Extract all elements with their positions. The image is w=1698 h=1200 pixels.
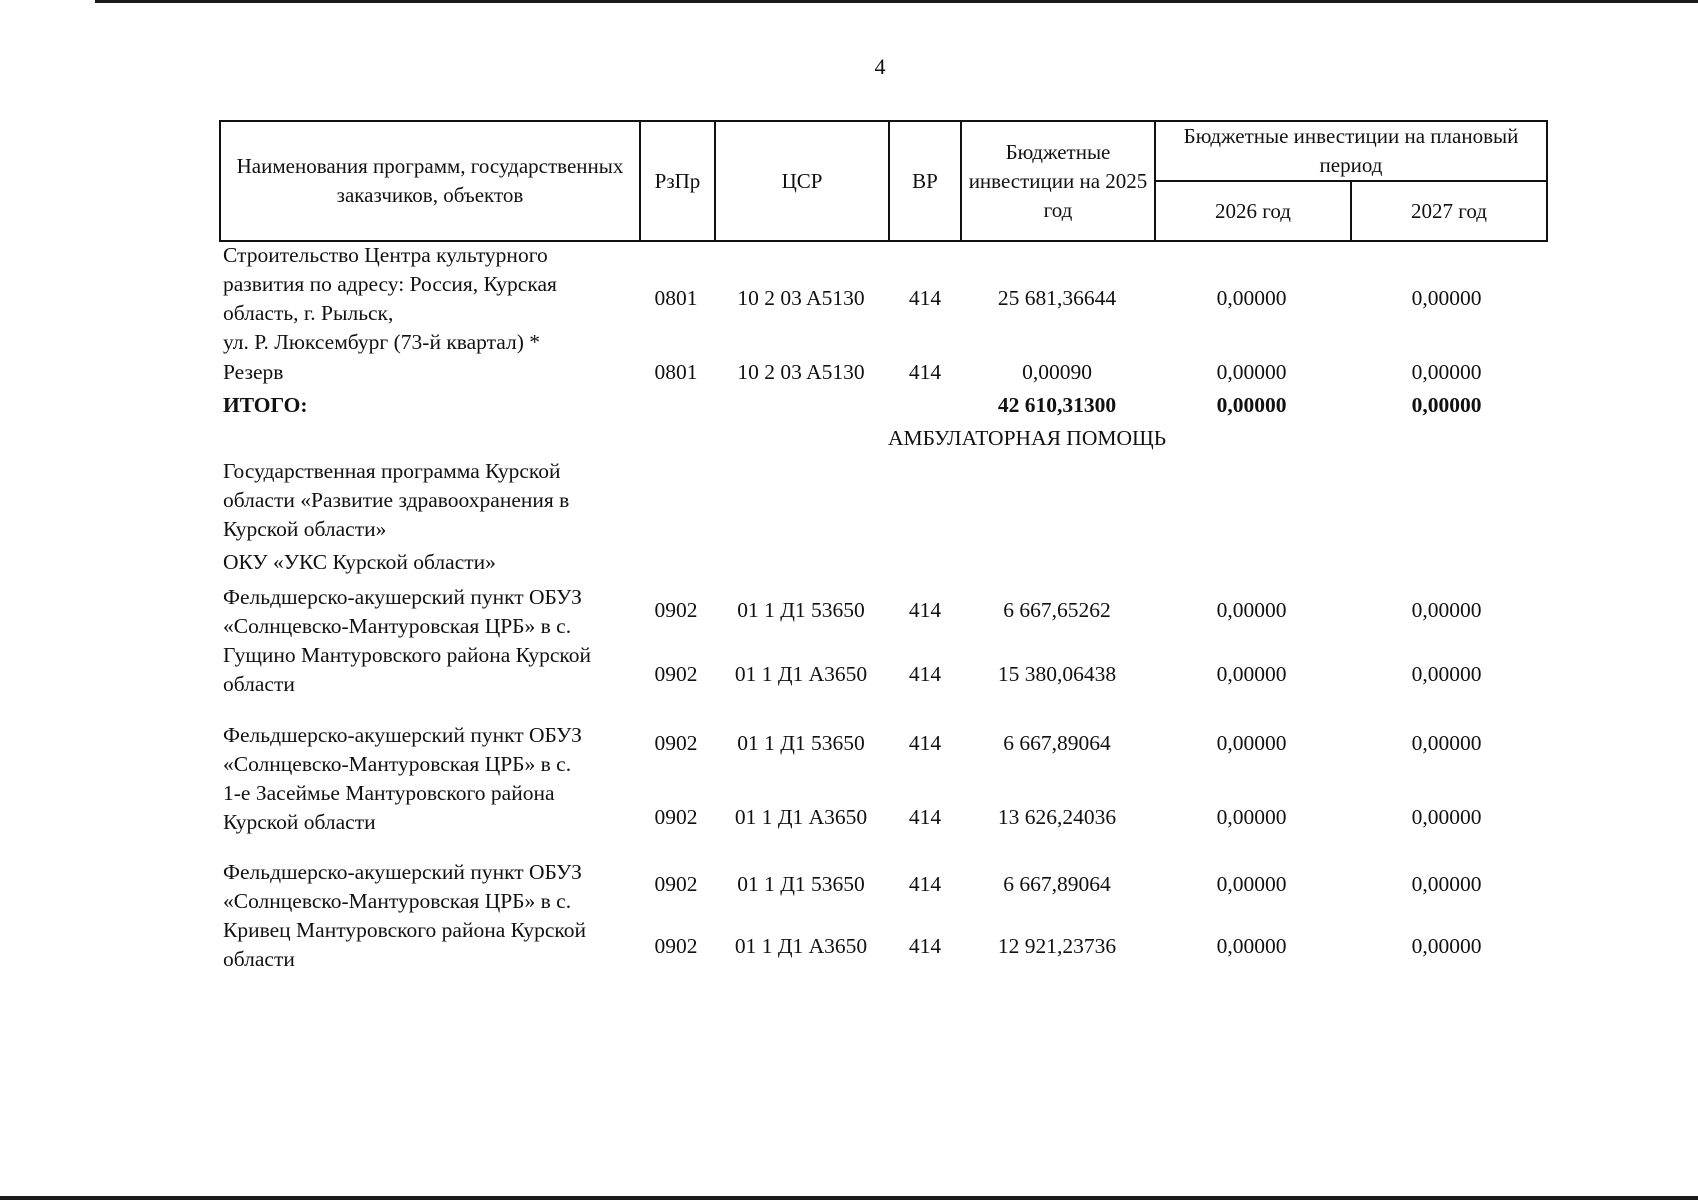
header-csr: ЦСР — [715, 121, 889, 241]
cell-2027: 0,00000 — [1411, 731, 1482, 755]
row-name-line: Гущино Мантуровского района Курской — [223, 643, 592, 667]
row-name-line: область, г. Рыльск, — [223, 301, 394, 325]
cell-2025: 6 667,89064 — [1003, 731, 1111, 755]
cell-vr: 414 — [908, 598, 942, 622]
row-name-line: области — [223, 947, 295, 971]
row-name-line: Кривец Мантуровского района Курской — [223, 918, 587, 942]
cell-2026: 0,00000 — [1216, 393, 1287, 417]
cell-2025: 0,00090 — [1022, 360, 1092, 384]
cell-rzpr: 0902 — [654, 934, 698, 958]
cell-vr: 414 — [908, 662, 942, 686]
header-vr: ВР — [889, 121, 961, 241]
cell-rzpr: 0801 — [654, 360, 698, 384]
row-name-line: Фельдшерско-акушерский пункт ОБУЗ — [223, 723, 582, 747]
row-name-line: 1-е Засеймье Мантуровского района — [223, 781, 555, 805]
cell-2027: 0,00000 — [1411, 598, 1482, 622]
cell-vr: 414 — [908, 872, 942, 896]
header-investments-2025: Бюджетные инвестиции на 2025 год — [961, 121, 1155, 241]
cell-vr: 414 — [908, 805, 942, 829]
cell-csr: 01 1 Д1 53650 — [737, 872, 865, 896]
program-line: Государственная программа Курской — [223, 459, 561, 483]
cell-2027: 0,00000 — [1411, 934, 1482, 958]
row-name-line: «Солнцевско-Мантуровская ЦРБ» в с. — [223, 614, 572, 638]
scan-edge-top — [95, 0, 1698, 3]
section-title: АМБУЛАТОРНАЯ ПОМОЩЬ — [887, 426, 1167, 450]
row-name: Резерв — [223, 360, 284, 384]
cell-rzpr: 0902 — [654, 805, 698, 829]
cell-2026: 0,00000 — [1216, 934, 1287, 958]
cell-2027: 0,00000 — [1411, 393, 1482, 417]
customer-name: ОКУ «УКС Курской области» — [223, 550, 496, 574]
cell-2025: 15 380,06438 — [997, 662, 1117, 686]
cell-rzpr: 0902 — [654, 662, 698, 686]
cell-rzpr: 0902 — [654, 598, 698, 622]
row-name-line: области — [223, 672, 295, 696]
program-line: Курской области» — [223, 517, 387, 541]
cell-csr: 01 1 Д1 А3650 — [734, 805, 868, 829]
row-name-line: развития по адресу: Россия, Курская — [223, 272, 557, 296]
cell-2025: 25 681,36644 — [997, 286, 1117, 310]
row-name-line: «Солнцевско-Мантуровская ЦРБ» в с. — [223, 752, 572, 776]
cell-2025: 6 667,65262 — [1003, 598, 1111, 622]
cell-csr: 10 2 03 A5130 — [737, 360, 865, 384]
cell-2027: 0,00000 — [1411, 662, 1482, 686]
cell-2025: 42 610,31300 — [997, 393, 1117, 417]
cell-2027: 0,00000 — [1411, 805, 1482, 829]
cell-2026: 0,00000 — [1216, 805, 1287, 829]
cell-2026: 0,00000 — [1216, 286, 1287, 310]
cell-csr: 01 1 Д1 А3650 — [734, 934, 868, 958]
cell-vr: 414 — [908, 286, 942, 310]
cell-2026: 0,00000 — [1216, 598, 1287, 622]
cell-vr: 414 — [908, 360, 942, 384]
cell-2027: 0,00000 — [1411, 360, 1482, 384]
cell-csr: 01 1 Д1 А3650 — [734, 662, 868, 686]
row-name-line: Строительство Центра культурного — [223, 243, 548, 267]
scan-edge-bottom — [0, 1196, 1698, 1200]
row-name: ИТОГО: — [223, 393, 308, 417]
header-year-2026: 2026 год — [1155, 181, 1351, 241]
cell-2025: 13 626,24036 — [997, 805, 1117, 829]
cell-2027: 0,00000 — [1411, 286, 1482, 310]
row-name-line: Фельдшерско-акушерский пункт ОБУЗ — [223, 585, 582, 609]
cell-vr: 414 — [908, 934, 942, 958]
cell-2026: 0,00000 — [1216, 872, 1287, 896]
row-name-line: Фельдшерско-акушерский пункт ОБУЗ — [223, 860, 582, 884]
cell-2026: 0,00000 — [1216, 662, 1287, 686]
cell-2026: 0,00000 — [1216, 360, 1287, 384]
cell-rzpr: 0902 — [654, 731, 698, 755]
cell-vr: 414 — [908, 731, 942, 755]
cell-2025: 6 667,89064 — [1003, 872, 1111, 896]
cell-rzpr: 0902 — [654, 872, 698, 896]
cell-csr: 01 1 Д1 53650 — [737, 731, 865, 755]
cell-csr: 10 2 03 A5130 — [737, 286, 865, 310]
header-year-2027: 2027 год — [1351, 181, 1547, 241]
row-name-line: ул. Р. Люксембург (73-й квартал) * — [223, 330, 541, 354]
cell-2027: 0,00000 — [1411, 872, 1482, 896]
header-rzpr: РзПр — [640, 121, 715, 241]
cell-csr: 01 1 Д1 53650 — [737, 598, 865, 622]
row-name-line: «Солнцевско-Мантуровская ЦРБ» в с. — [223, 889, 572, 913]
table-header — [219, 120, 1548, 242]
program-line: области «Развитие здравоохранения в — [223, 488, 570, 512]
header-planned-period: Бюджетные инвестиции на плановый период — [1155, 121, 1547, 181]
cell-2025: 12 921,23736 — [997, 934, 1117, 958]
cell-rzpr: 0801 — [654, 286, 698, 310]
page-number: 4 — [874, 54, 886, 79]
cell-2026: 0,00000 — [1216, 731, 1287, 755]
row-name-line: Курской области — [223, 810, 376, 834]
header-name: Наименования программ, государственных заказчиков, объектов — [220, 121, 640, 241]
